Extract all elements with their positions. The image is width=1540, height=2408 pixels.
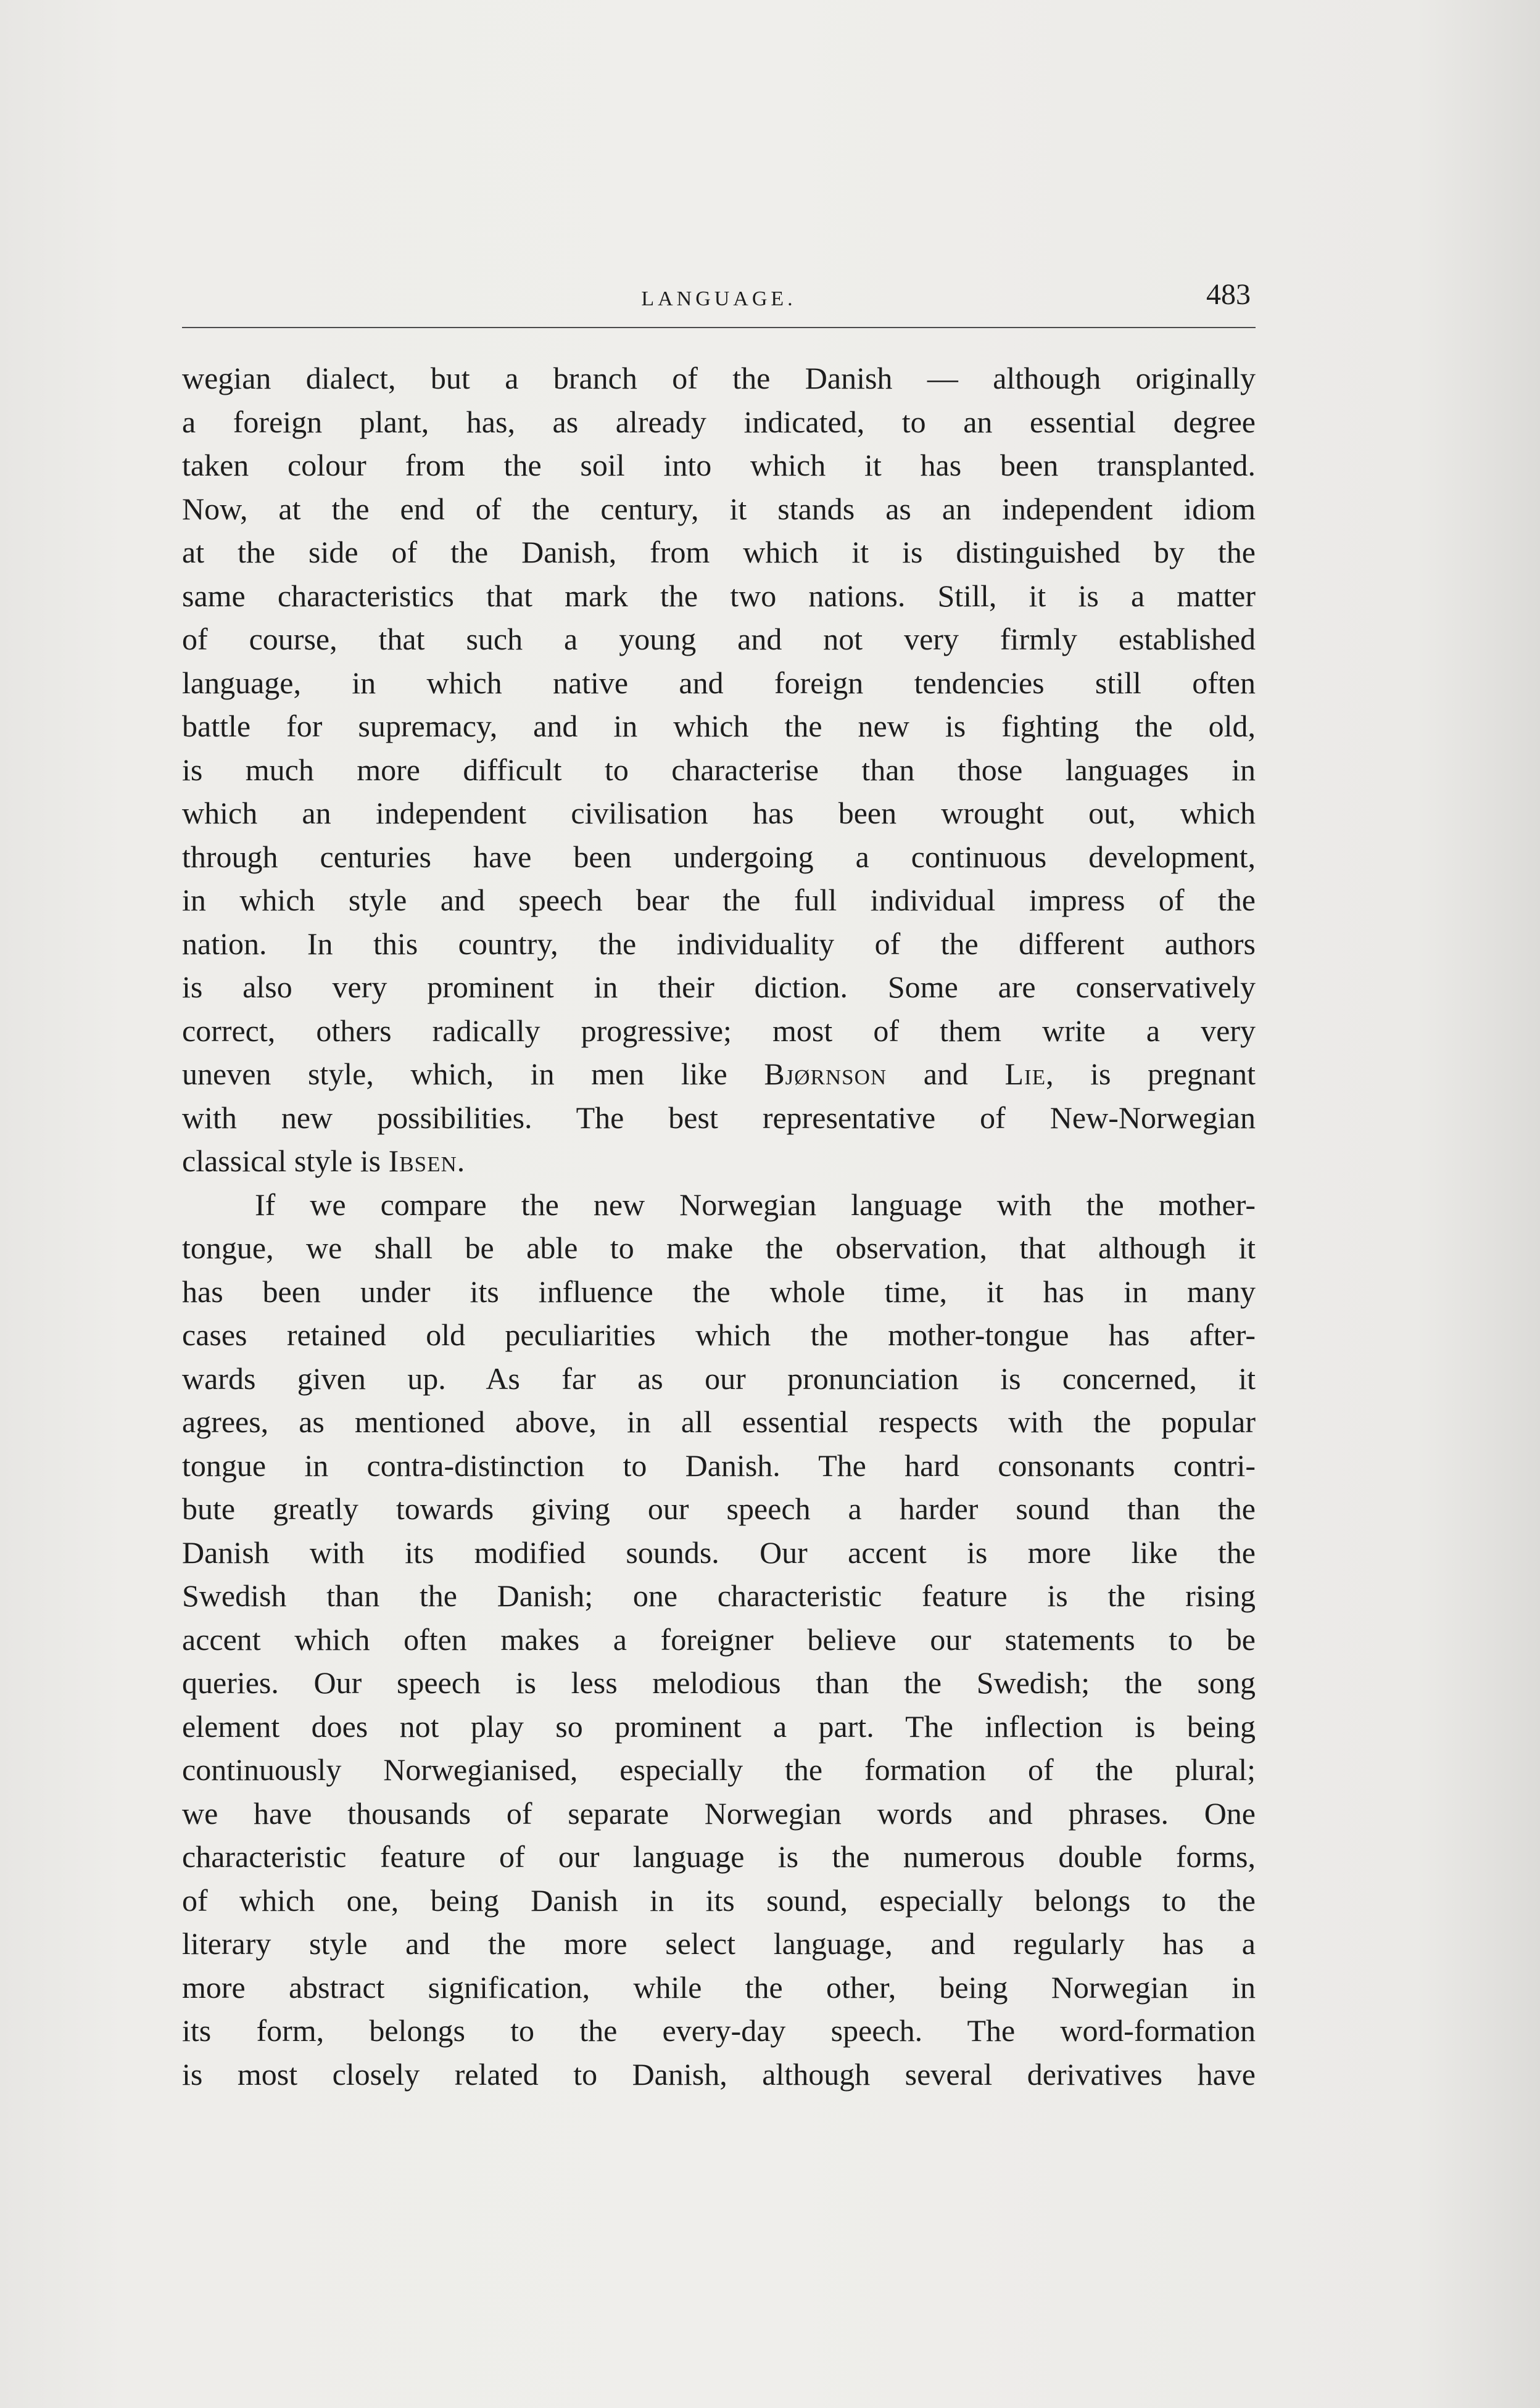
text-line: continuously Norwegianised, especially the formation of the plural; <box>182 1752 1256 1787</box>
text-line: is much more difficult to characterise than those languages in <box>182 752 1256 787</box>
text-line: more abstract signification, while the other, being Norwegian in <box>182 1969 1256 2005</box>
text-line: nation. In this country, the individuality of the different authors <box>182 926 1256 961</box>
text-line: has been under its influence the whole time, it has in many <box>182 1274 1256 1309</box>
text-line: Swedish than the Danish; one characteristic feature is the rising <box>182 1578 1256 1613</box>
text-line: queries. Our speech is less melodious than the Swedish; the song <box>182 1665 1256 1700</box>
text-line: through centuries have been undergoing a continuous development, <box>182 839 1256 874</box>
author-name-lie: Lie <box>1004 1057 1046 1091</box>
text-line: which an independent civilisation has been wrought out, which <box>182 796 1256 830</box>
text-line: wegian dialect, but a branch of the Danish — although originally <box>182 361 1256 395</box>
text-line: is most closely related to Danish, although several derivatives have <box>182 2056 1256 2092</box>
text-line: correct, others radically progressive; most of them write a very <box>182 1013 1256 1048</box>
text-line <box>182 1052 1256 1096</box>
text-segment: uneven style, which, in men like <box>182 1057 764 1091</box>
text-line: battle for supremacy, and in which the new is fighting the old, <box>182 709 1256 743</box>
text-line: same characteristics that mark the two nations. Still, it is a matter <box>182 578 1256 613</box>
text-segment: classical style is <box>182 1144 389 1178</box>
text-line: with new possibilities. The best representative of New-Norwegian <box>182 1100 1256 1135</box>
paragraph-2 <box>182 1183 1256 2097</box>
text-line: accent which often makes a foreigner believe our statements to be <box>182 1622 1256 1657</box>
text-segment: , is pregnant <box>1046 1057 1256 1091</box>
text-line: characteristic feature of our language is the numerous double forms, <box>182 1839 1256 1874</box>
text-line <box>182 1139 1256 1183</box>
text-line: agrees, as mentioned above, in all essential respects with the popular <box>182 1404 1256 1439</box>
text-line: tongue in contra-distinction to Danish. The hard consonants contri- <box>182 1448 1256 1483</box>
text-line: Now, at the end of the century, it stands as an independent idiom <box>182 491 1256 526</box>
text-segment: . <box>457 1144 465 1178</box>
text-line: is also very prominent in their diction. Some are conservatively <box>182 970 1256 1004</box>
text-line: of which one, being Danish in its sound, especially belongs to the <box>182 1882 1256 1918</box>
text-line: wards given up. As far as our pronunciation is concerned, it <box>182 1361 1256 1396</box>
text-line: a foreign plant, has, as already indicated, to an essential degree <box>182 404 1256 439</box>
author-name-bjornson: Bjørnson <box>764 1057 887 1091</box>
text-line: tongue, we shall be able to make the observation, that although it <box>182 1231 1256 1265</box>
page-number: 483 <box>1206 278 1251 311</box>
text-line: bute greatly towards giving our speech a harder sound than the <box>182 1491 1256 1526</box>
text-line: element does not play so prominent a part. The inflection is being <box>182 1709 1256 1744</box>
text-line: taken colour from the soil into which it has been transplanted. <box>182 448 1256 482</box>
running-head <box>182 278 1256 327</box>
text-line: in which style and speech bear the full individual impress of the <box>182 883 1256 917</box>
text-line: we have thousands of separate Norwegian words and phrases. One <box>182 1796 1256 1831</box>
text-line: of course, that such a young and not very firmly established <box>182 622 1256 656</box>
running-title: LANGUAGE. <box>641 287 797 310</box>
text-segment: and <box>887 1057 1005 1091</box>
author-name-ibsen: Ibsen <box>388 1144 457 1178</box>
text-line: its form, belongs to the every-day speech. The word-formation <box>182 2013 1256 2048</box>
header-rule <box>182 327 1256 328</box>
text-line: Danish with its modified sounds. Our accent is more like the <box>182 1535 1256 1570</box>
text-line: at the side of the Danish, from which it is distinguished by the <box>182 535 1256 569</box>
paragraph-1 <box>182 357 1256 1183</box>
text-line: If we compare the new Norwegian language with the mother- <box>255 1187 1256 1222</box>
text-line: cases retained old peculiarities which the mother-tongue has after- <box>182 1317 1256 1352</box>
text-line: language, in which native and foreign tendencies still often <box>182 665 1256 700</box>
text-line: literary style and the more select language, and regularly has a <box>182 1926 1256 1961</box>
body-text <box>182 357 1256 2096</box>
